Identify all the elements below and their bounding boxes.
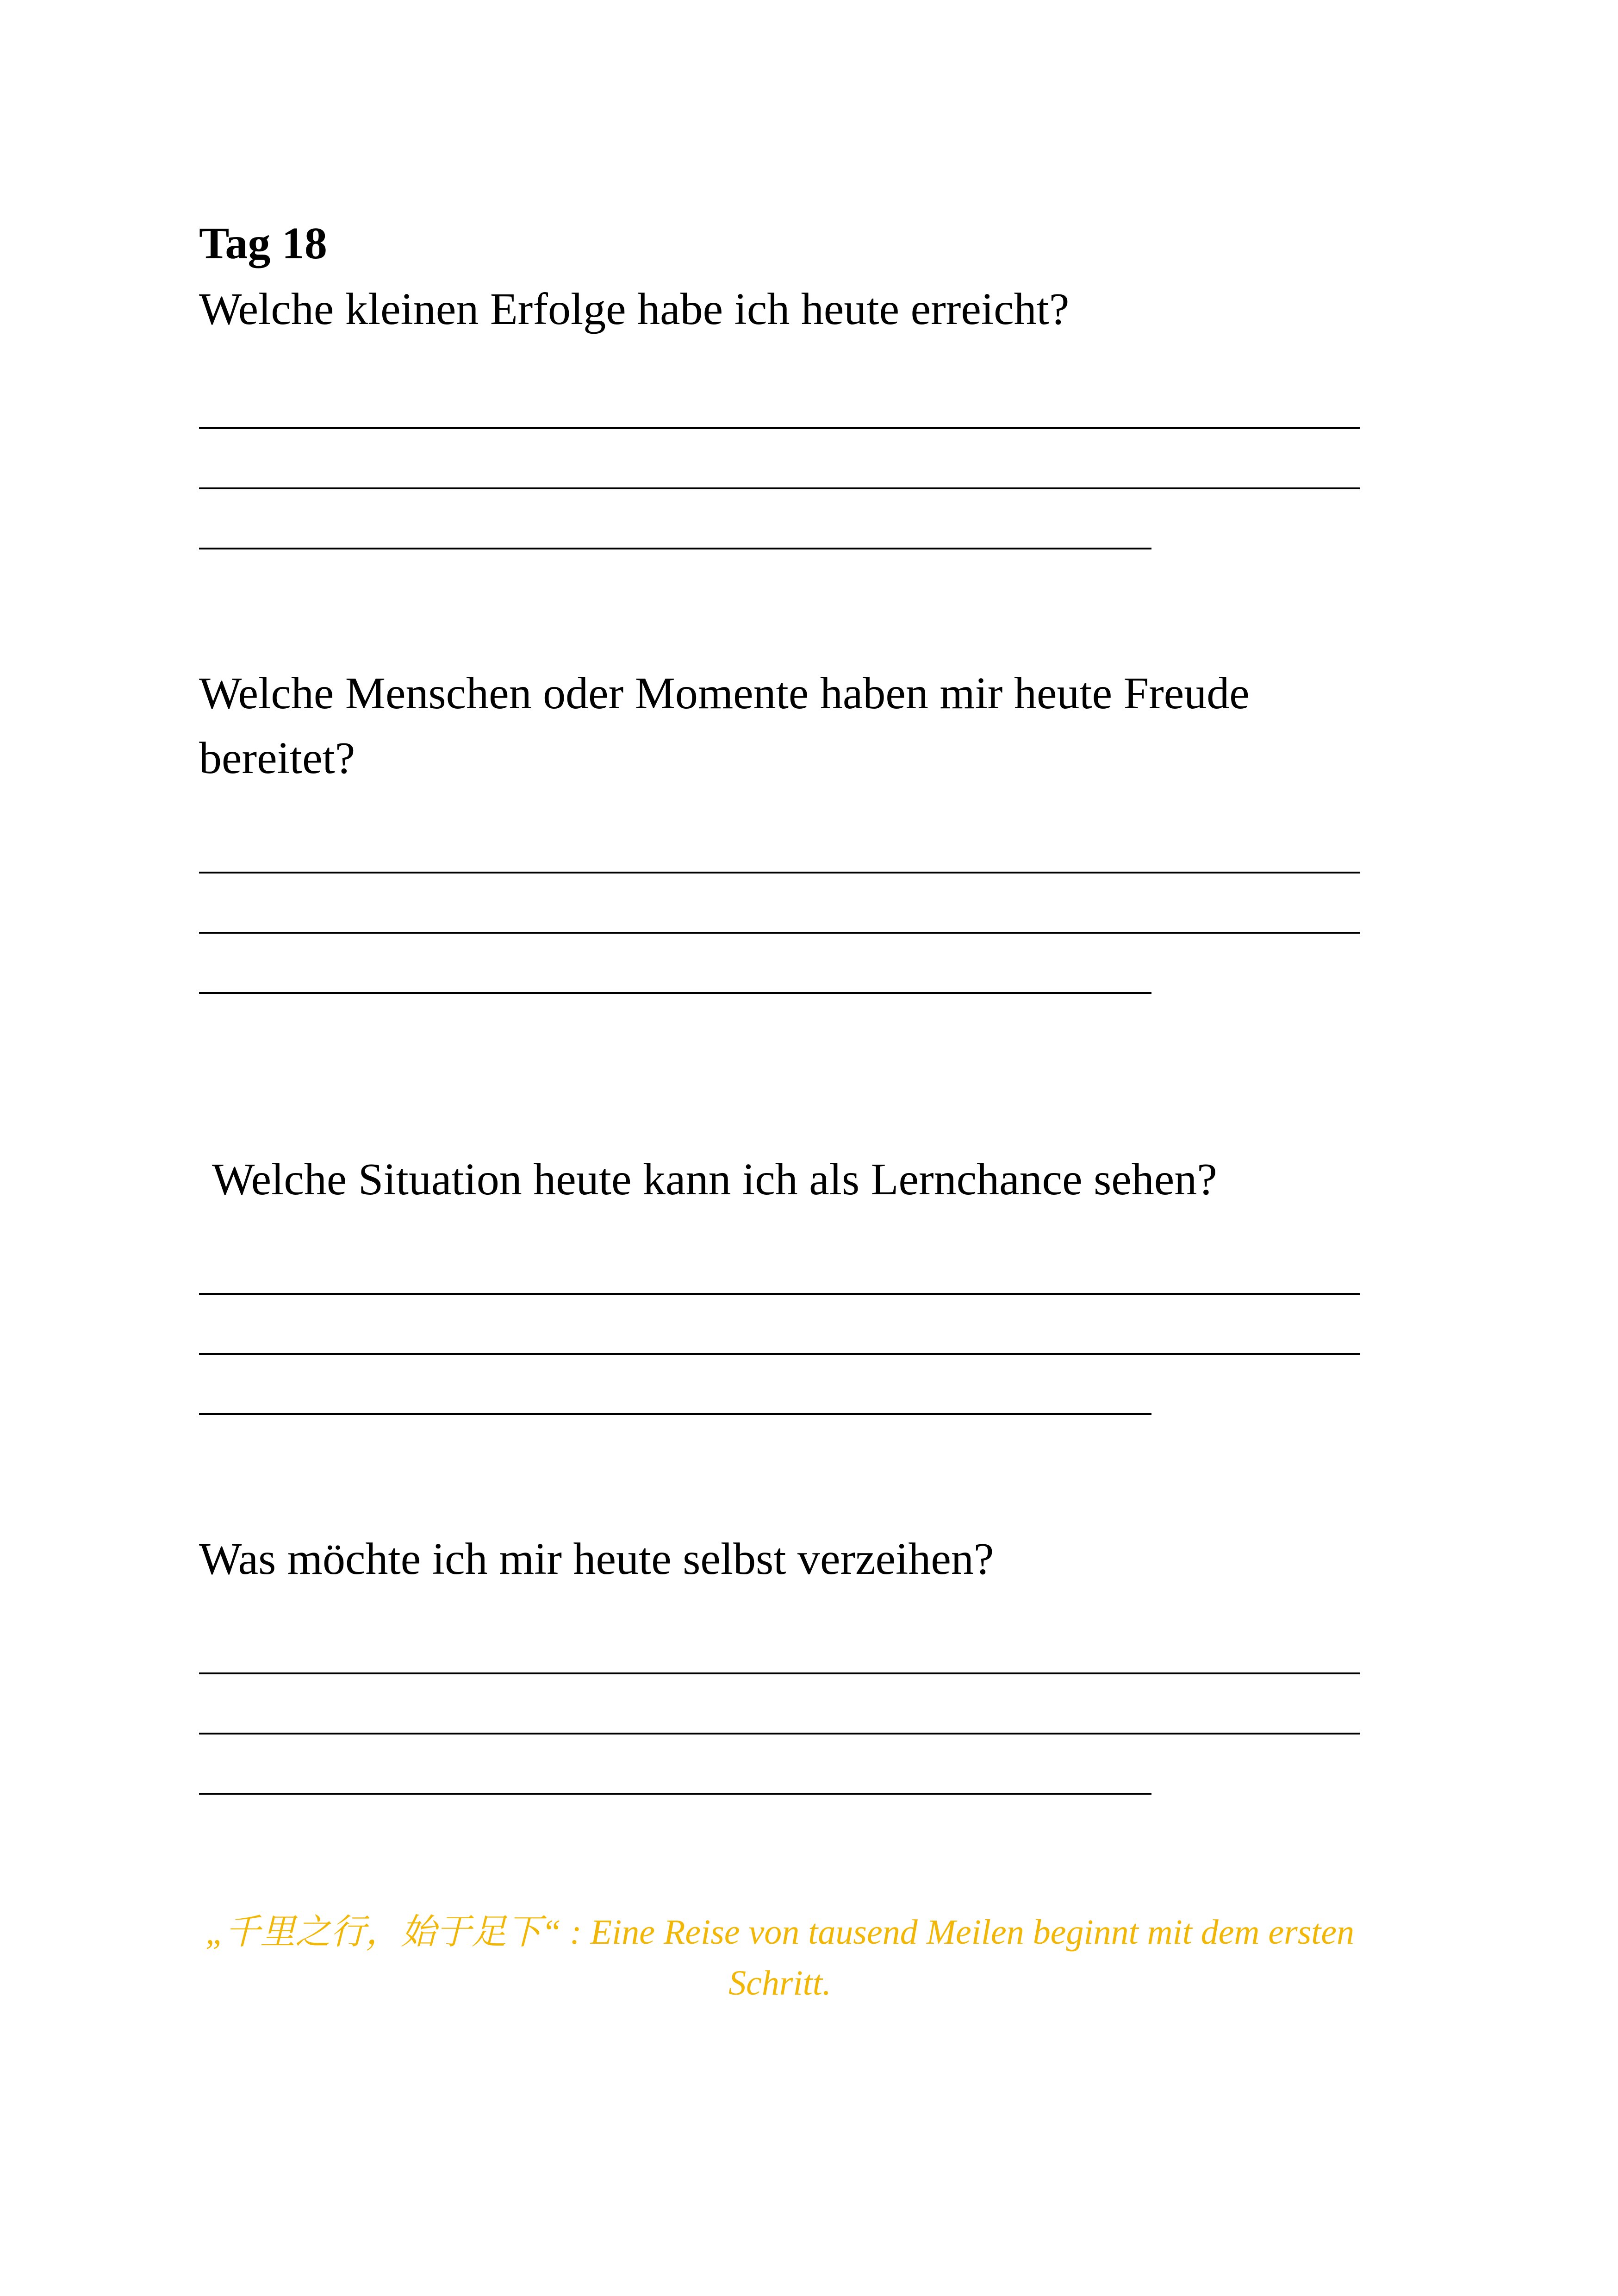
question-2: Welche Menschen oder Momente haben mir heute Freude bereitet? <box>199 668 1250 783</box>
answer-line-1-1[interactable] <box>199 427 1360 429</box>
answer-line-4-3[interactable] <box>199 1793 1151 1795</box>
answer-line-3-3[interactable] <box>199 1413 1151 1415</box>
answer-line-4-2[interactable] <box>199 1733 1360 1734</box>
page-title: Tag 18 <box>199 218 327 268</box>
answer-line-1-2[interactable] <box>199 487 1360 489</box>
question-1: Welche kleinen Erfolge habe ich heute erreicht? <box>199 284 1070 334</box>
question-4: Was möchte ich mir heute selbst verzeihen? <box>199 1534 994 1584</box>
answer-line-2-2[interactable] <box>199 932 1360 934</box>
quote-close-mark: “ <box>541 1913 561 1952</box>
quote-open-mark: „ <box>205 1913 225 1952</box>
footer-quote <box>199 1906 1361 2009</box>
answer-line-2-3[interactable] <box>199 992 1151 994</box>
question-3: Welche Situation heute kann ich als Lernchance sehen? <box>212 1154 1217 1204</box>
answer-line-1-3[interactable] <box>199 548 1151 549</box>
answer-line-3-1[interactable] <box>199 1293 1360 1295</box>
quote-translation: : Eine Reise von tausend Meilen beginnt mit dem ersten Schritt. <box>561 1913 1355 2003</box>
answer-line-2-1[interactable] <box>199 872 1360 873</box>
quote-chinese-text: 千里之行，始于足下 <box>225 1911 542 1952</box>
answer-line-3-2[interactable] <box>199 1353 1360 1355</box>
answer-line-4-1[interactable] <box>199 1672 1360 1674</box>
